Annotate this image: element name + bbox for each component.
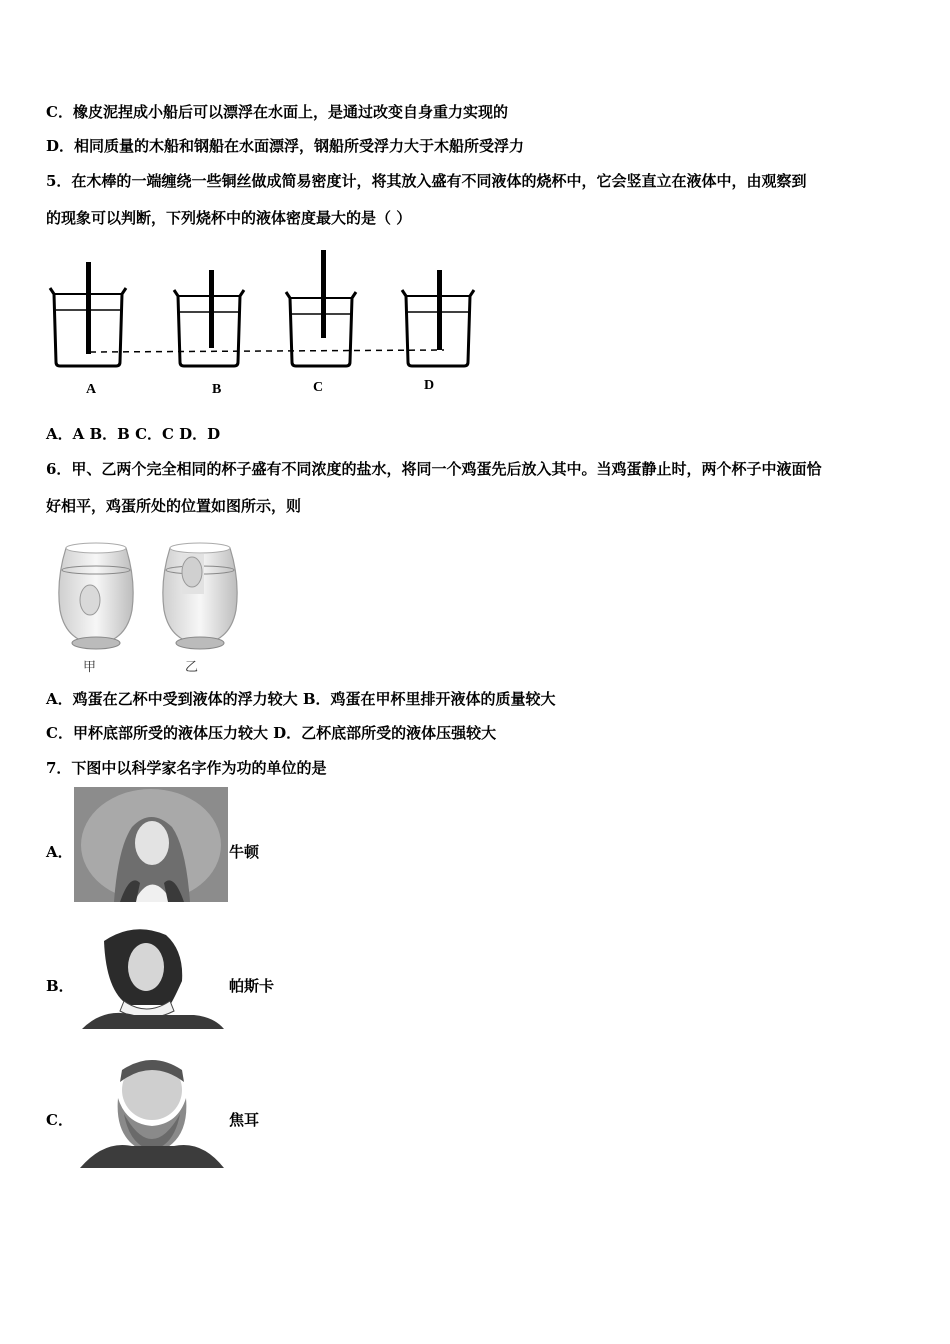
beaker-label-d: D bbox=[424, 378, 435, 393]
q6-options-cd: C．甲杯底部所受的液体压力较大 D．乙杯底部所受的液体压强较大 bbox=[46, 724, 497, 742]
beaker-label-a: A bbox=[86, 382, 97, 397]
cup-jia bbox=[59, 543, 133, 649]
egg-cups-figure bbox=[50, 540, 250, 655]
q7-option-c-name: 焦耳 bbox=[229, 1111, 260, 1129]
q6-stem-line2: 好相平，鸡蛋所处的位置如图所示，则 bbox=[46, 497, 302, 515]
q7-option-b-name: 帕斯卡 bbox=[229, 977, 275, 995]
egg-jia bbox=[80, 585, 100, 615]
cup-label-yi: 乙 bbox=[185, 660, 199, 675]
stick-d bbox=[437, 270, 442, 350]
stick-c bbox=[321, 250, 326, 338]
q5-stem-line2: 的现象可以判断，下列烧杯中的液体密度最大的是（ ） bbox=[46, 209, 412, 227]
q7-option-b-label: B． bbox=[46, 977, 74, 995]
q7-option-a-name: 牛顿 bbox=[229, 843, 260, 861]
q7-stem: 7．下图中以科学家名字作为功的单位的是 bbox=[46, 759, 327, 777]
q7-option-a-label: A． bbox=[46, 843, 73, 861]
q4-option-d: D．相同质量的木船和钢船在水面漂浮，钢船所受浮力大于木船所受浮力 bbox=[46, 137, 525, 155]
pascal-portrait-image bbox=[74, 921, 224, 1029]
joule-portrait-image bbox=[74, 1054, 228, 1168]
q5-options: A．A B．B C．C D．D bbox=[46, 425, 221, 443]
stick-b bbox=[209, 270, 214, 348]
cup-yi bbox=[163, 543, 237, 649]
reference-dashed-line bbox=[90, 350, 444, 352]
q5-stem-line1: 5．在木棒的一端缠绕一些铜丝做成简易密度计，将其放入盛有不同液体的烧杯中，它会竖直立在液体中，由观察到 bbox=[46, 172, 807, 190]
q6-stem-line1: 6．甲、乙两个完全相同的杯子盛有不同浓度的盐水，将同一个鸡蛋先后放入其中。当鸡蛋静止时，两个杯子中液面恰 bbox=[46, 460, 822, 478]
q6-options-ab: A．鸡蛋在乙杯中受到液体的浮力较大 B．鸡蛋在甲杯里排开液体的质量较大 bbox=[46, 690, 556, 708]
q7-option-c-label: C． bbox=[46, 1111, 73, 1129]
beaker-label-b: B bbox=[212, 382, 222, 397]
stick-a bbox=[86, 262, 91, 354]
q4-option-c: C．橡皮泥捏成小船后可以漂浮在水面上，是通过改变自身重力实现的 bbox=[46, 103, 508, 121]
egg-yi bbox=[182, 557, 202, 587]
cup-label-jia: 甲 bbox=[83, 660, 97, 675]
beaker-label-c: C bbox=[313, 380, 324, 395]
newton-portrait-image bbox=[74, 787, 228, 902]
